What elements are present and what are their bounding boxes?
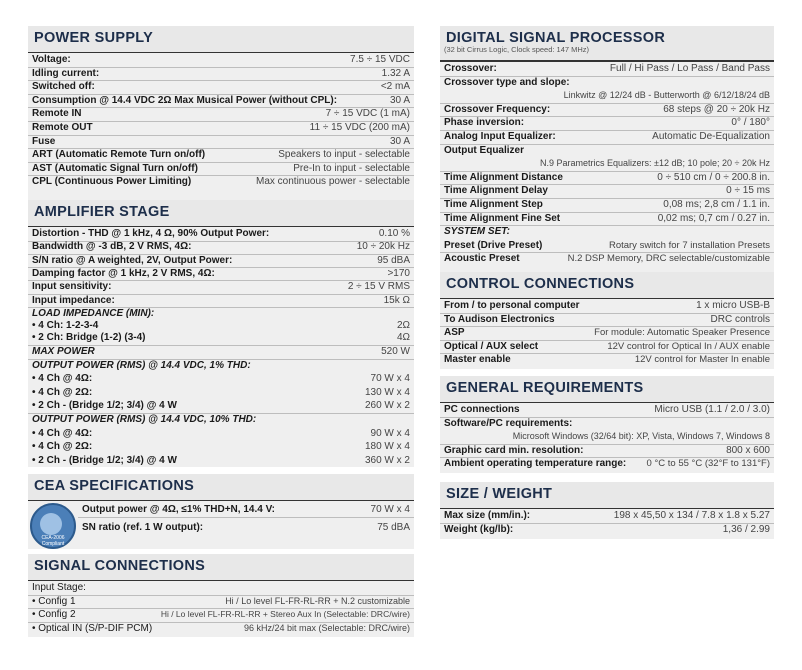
spec-row: Acoustic Preset N.2 DSP Memory, DRC selectable/customizable [444,253,770,265]
cea-rows [28,501,414,549]
spec-row: Input Stage: [28,581,414,596]
spec-row: OUTPUT POWER (RMS) @ 14.4 VDC, 1% THD: [32,359,251,371]
spec-row: Time Alignment Fine Set 0,02 ms; 0,7 cm / 0.27 in. [440,212,774,227]
spec-row: Fuse 30 A [28,135,414,150]
spec-row: Switched off: <2 mA [28,80,414,95]
spec-row: ART (Automatic Remote Turn on/off) Speakers to input - selectable [28,148,414,163]
spec-row: Graphic card min. resolution: 800 x 600 [440,444,774,459]
spec-row: Phase inversion: 0° / 180° [440,116,774,131]
power-supply-rows [28,53,414,216]
control-rows [440,299,774,369]
spec-row: Output Equalizer N.9 Parametrics Equalizers: ±12 dB; 10 pole; 20 ÷ 20k Hz [440,144,774,172]
section-title: AMPLIFIER STAGE [28,200,414,228]
spec-row: Max size (mm/in.): 198 x 45,50 x 134 / 7.8 x 1.8 x 5.27 [440,509,774,524]
spec-row: Crossover type and slope: Linkwitz @ 12/24 dB - Butterworth @ 6/12/18/24 dB [440,76,774,104]
dsp-rows [440,62,774,290]
spec-row: Optical / AUX select 12V control for Optical In / AUX enable [440,340,774,355]
spec-row: LOAD IMPEDANCE (MIN): [32,307,155,319]
spec-row: • Optical IN (S/P-DIF PCM) 96 kHz/24 bit max (Selectable: DRC/wire) [32,622,410,634]
spec-row: ASP For module: Automatic Speaker Presence [440,326,774,341]
spec-row: Analog Input Equalizer: Automatic De-Equalization [440,130,774,145]
section-title: CEA SPECIFICATIONS [28,474,414,502]
spec-row: Consumption @ 14.4 VDC 2Ω Max Musical Power (without CPL): 30 A [28,94,414,109]
spec-row: PC connections Micro USB (1.1 / 2.0 / 3.0) [440,403,774,418]
spec-row: MAX POWER 520 W [28,345,414,360]
spec-row: To Audison Electronics DRC controls [440,313,774,328]
spec-row: Preset (Drive Preset) Rotary switch for 7 installation Presets [440,239,774,254]
section-title: SIGNAL CONNECTIONS [28,554,414,582]
amplifier-rows [28,227,414,467]
spec-row: Time Alignment Step 0,08 ms; 2,8 cm / 1.1 in. [440,198,774,213]
spec-row: Distortion - THD @ 1 kHz, 4 Ω, 90% Output Power: 0.10 % [28,227,414,242]
section-title: DIGITAL SIGNAL PROCESSOR (32 bit Cirrus Logic, Clock speed: 147 MHz) [440,26,774,62]
spec-row: Crossover Frequency: 68 steps @ 20 ÷ 20k Hz [440,103,774,118]
spec-row: Idling current: 1.32 A [28,67,414,82]
spec-row: Input sensitivity: 2 ÷ 15 V RMS [28,280,414,295]
spec-row: OUTPUT POWER (RMS) @ 14.4 VDC, 10% THD: [32,414,257,425]
spec-row: Damping factor @ 1 kHz, 2 V RMS, 4Ω: >170 [28,267,414,282]
spec-row: Time Alignment Delay 0 ÷ 15 ms [440,184,774,199]
spec-row: AST (Automatic Signal Turn on/off) Pre-In to input - selectable [28,162,414,177]
spec-row: • 4 Ch @ 4Ω: 90 W x 4 [32,427,410,439]
spec-row: Remote OUT 11 ÷ 15 VDC (200 mA) [28,121,414,136]
spec-row: • 4 Ch @ 2Ω: 180 W x 4 [32,441,410,452]
spec-row: SYSTEM SET: [444,226,510,238]
spec-row: Voltage: 7.5 ÷ 15 VDC [28,53,414,68]
general-rows [440,403,774,473]
dsp-subtitle: (32 bit Cirrus Logic, Clock speed: 147 MHz) [444,45,590,54]
spec-row: • Config 1 Hi / Lo level FL-FR-RL-RR + N.2 customizable [28,595,414,610]
spec-row: • 4 Ch @ 4Ω: 70 W x 4 [32,373,410,384]
spec-row: • 4 Ch @ 2Ω: 130 W x 4 [32,386,410,398]
signal-rows [28,581,414,637]
section-title: SIZE / WEIGHT [440,482,774,510]
spec-row: Master enable 12V control for Master In enable [444,354,770,366]
spec-row: • Config 2 Hi / Lo level FL-FR-RL-RR + Stereo Aux In (Selectable: DRC/wire) [28,608,414,623]
spec-row: S/N ratio @ A weighted, 2V, Output Power: 95 dBA [28,254,414,269]
spec-row: From / to personal computer 1 x micro USB-B [440,299,774,314]
spec-row: Bandwidth @ -3 dB, 2 V RMS, 4Ω: 10 ÷ 20k Hz [28,240,414,255]
spec-row: Remote IN 7 ÷ 15 VDC (1 mA) [28,107,414,122]
spec-row: • 2 Ch - (Bridge 1/2; 3/4) @ 4 W 260 W x 2 [28,399,414,414]
spec-row: Ambient operating temperature range: 0 °C to 55 °C (32°F to 131°F) [444,458,770,470]
spec-row: • 4 Ch: 1-2-3-4 2Ω [32,320,410,331]
section-title: CONTROL CONNECTIONS [440,272,774,300]
section-title: POWER SUPPLY [28,26,414,54]
spec-row: • 2 Ch - (Bridge 1/2; 3/4) @ 4 W 360 W x 2 [32,454,410,466]
spec-row: Crossover: Full / Hi Pass / Lo Pass / Band Pass [440,62,774,77]
spec-row: Time Alignment Distance 0 ÷ 510 cm / 0 ÷ 200.8 in. [440,171,774,186]
spec-row: SN ratio (ref. 1 W output): 75 dBA [82,522,410,533]
spec-row: • 2 Ch: Bridge (1-2) (3-4) 4Ω [28,331,414,346]
spec-row: Software/PC requirements: Microsoft Windows (32/64 bit): XP, Vista, Windows 7, Windows 8 [440,417,774,445]
size-weight-rows [440,509,774,539]
section-title: GENERAL REQUIREMENTS [440,376,774,404]
spec-row: Output power @ 4Ω, ≤1% THD+N, 14.4 V: 70 W x 4 [78,503,414,518]
spec-row: CPL (Continuous Power Limiting) Max continuous power - selectable [32,176,410,188]
spec-row: Input impedance: 15k Ω [28,294,414,309]
cea-compliance-badge-icon: CEA-2006 Compliant [30,503,76,549]
spec-row: Weight (kg/lb): 1,36 / 2.99 [444,523,770,535]
